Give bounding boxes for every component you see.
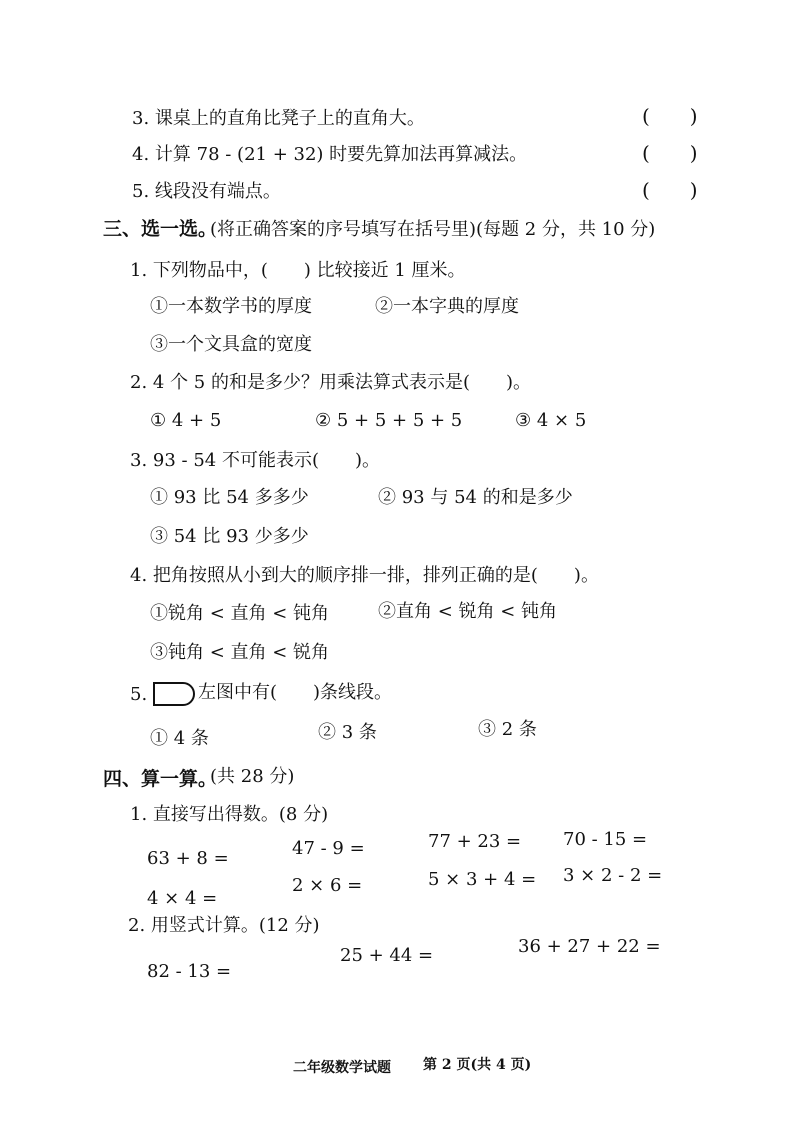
judge-item-3: 3. 课桌上的直角比凳子上的直角大。	[132, 108, 425, 129]
section-calc-note: (共 28 分)	[210, 766, 295, 787]
choose-q4-option-2[interactable]: ②直角 < 锐角 < 钝角	[378, 601, 558, 622]
choose-q1-option-3[interactable]: ③一个文具盒的宽度	[150, 334, 312, 355]
footer-subject: 二年级数学试题	[293, 1060, 391, 1076]
footer-page-number: 第 2 页(共 4 页)	[423, 1057, 532, 1073]
section-calc-heading: 四、算一算。	[103, 768, 218, 790]
choose-q2-option-2[interactable]: ② 5 + 5 + 5 + 5	[315, 410, 463, 431]
choose-q1-option-2[interactable]: ②一本字典的厚度	[375, 296, 519, 317]
choose-q3: 3. 93 - 54 不可能表示( )。	[130, 450, 380, 471]
calc-item: 25 + 44 =	[340, 945, 434, 966]
calc-item: 3 × 2 - 2 =	[563, 865, 663, 886]
calc-item: 77 + 23 =	[428, 831, 522, 852]
calc-item: 47 - 9 =	[292, 838, 365, 859]
calc-sub-2: 2. 用竖式计算。(12 分)	[128, 915, 320, 936]
choose-q2-option-3[interactable]: ③ 4 × 5	[515, 410, 587, 431]
calc-sub-1: 1. 直接写出得数。(8 分)	[130, 804, 329, 825]
choose-q5-option-1[interactable]: ① 4 条	[150, 728, 209, 749]
choose-q5: 左图中有( )条线段。	[198, 682, 393, 703]
choose-q2: 2. 4 个 5 的和是多少？用乘法算式表示是( )。	[130, 372, 532, 393]
calc-item: 63 + 8 =	[147, 848, 229, 869]
calc-item: 36 + 27 + 22 =	[518, 936, 661, 957]
d-shape-figure	[153, 682, 195, 706]
choose-q3-option-3[interactable]: ③ 54 比 93 少多少	[150, 526, 309, 547]
choose-q5-option-3[interactable]: ③ 2 条	[478, 719, 537, 740]
calc-item: 2 × 6 =	[292, 875, 363, 896]
section-choose-heading: 三、选一选。	[103, 218, 218, 240]
calc-item: 70 - 15 =	[563, 829, 648, 850]
section-choose-note: (将正确答案的序号填写在括号里)(每题 2 分，共 10 分)	[210, 219, 656, 240]
choose-q2-option-1[interactable]: ① 4 + 5	[150, 410, 222, 431]
choose-q5-number: 5.	[130, 684, 148, 705]
judge-answer-5[interactable]: ( )	[642, 178, 698, 202]
calc-item: 5 × 3 + 4 =	[428, 869, 537, 890]
choose-q5-option-2[interactable]: ② 3 条	[318, 722, 377, 743]
choose-q4-option-1[interactable]: ①锐角 < 直角 < 钝角	[150, 603, 330, 624]
judge-answer-4[interactable]: ( )	[642, 141, 698, 165]
calc-item: 4 × 4 =	[147, 888, 218, 909]
choose-q4-option-3[interactable]: ③钝角 < 直角 < 锐角	[150, 642, 330, 663]
choose-q4: 4. 把角按照从小到大的顺序排一排，排列正确的是( )。	[130, 565, 599, 586]
judge-item-5: 5. 线段没有端点。	[132, 181, 281, 202]
choose-q3-option-1[interactable]: ① 93 比 54 多多少	[150, 487, 309, 508]
calc-item: 82 - 13 =	[147, 961, 232, 982]
judge-item-4: 4. 计算 78 - (21 + 32) 时要先算加法再算减法。	[132, 144, 528, 165]
choose-q3-option-2[interactable]: ② 93 与 54 的和是多少	[378, 487, 573, 508]
choose-q1-option-1[interactable]: ①一本数学书的厚度	[150, 296, 312, 317]
choose-q1: 1. 下列物品中，( ) 比较接近 1 厘米。	[130, 260, 466, 281]
judge-answer-3[interactable]: ( )	[642, 104, 698, 128]
